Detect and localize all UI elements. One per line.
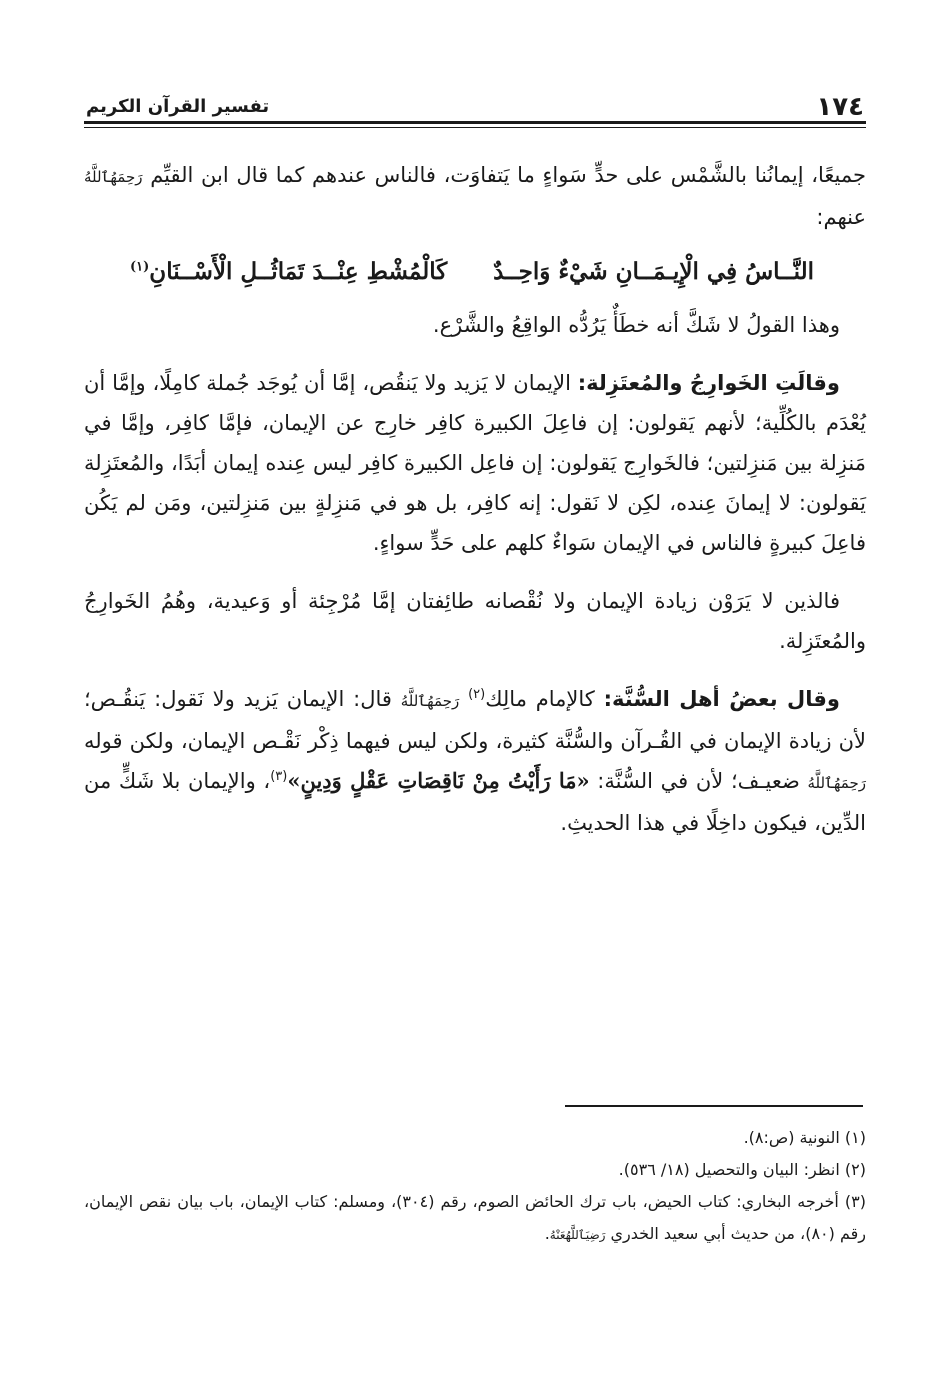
- honorific: رَضِيَٱللَّهُعَنْهُ: [549, 1228, 606, 1242]
- verse-second-hemistich-wrap: [130, 243, 447, 301]
- footnote-2: (٢) انظر: البيان والتحصيل (١٨/ ٥٣٦).: [618, 1160, 866, 1179]
- paragraph-4: فالذين لا يَرَوْن زيادة الإيمان ولا نُقْصانه طائِفتان إمَّا مُرْجِئة أو وَعيدية، وهُمُ الخَوارِجُ والمُعتَزِلة.: [84, 589, 866, 653]
- header-rule: [84, 121, 866, 124]
- paragraph-5-text-a: كالإمام مالِك: [485, 687, 595, 711]
- verse-first-hemistich: النَّــاسُ فِي الْإِيـمَــانِ شَيْءٌ وَاحِــدٌ: [493, 258, 814, 285]
- paragraph-3-lead: وقالَتِ الخَوارِجُ والمُعتَزِلة:: [577, 371, 840, 395]
- main-text: [84, 155, 866, 843]
- footnote-separator: [565, 1105, 863, 1107]
- footnote-3: [84, 1186, 866, 1251]
- footnotes: [84, 1122, 866, 1251]
- paragraph-5-lead: وقال بعضُ أهل السُّنَّة:: [603, 687, 840, 711]
- paragraph-2: وهذا القولُ لا شَكَّ أنه خطَأٌ يَرُدُّه الواقِعُ والشَّرْع.: [432, 313, 840, 337]
- footnote-3-text: (٣) أخرجه البخاري: كتاب الحيض، باب ترك الحائض الصوم، رقم (٣٠٤)، ومسلم: كتاب الإيمان، باب بيان نقص الإيمان، رقم (٨٠)، من حديث أبي سعيد الخدري: [84, 1192, 866, 1243]
- honorific: رَحِمَهُٱللَّهُ: [400, 692, 460, 710]
- footnote-ref-2: (٢): [468, 687, 486, 702]
- paragraph-3: [84, 363, 866, 563]
- page-number: ١٧٤: [816, 92, 864, 122]
- poetry-verse: [84, 243, 866, 301]
- honorific: رَحِمَهُٱللَّهُ: [84, 168, 143, 186]
- footnote-ref-3: (٣): [270, 769, 288, 784]
- running-title: تفسير القرآن الكريم: [86, 96, 270, 117]
- footnote-3-end: .: [544, 1224, 550, 1243]
- paragraph-3-text: الإيمان لا يَزيد ولا يَنقُص، إمَّا أن يُوجَد جُملة كامِلًا، وإمَّا أن يُعْدَم بالكُلِّية؛ لأنهم يَقولون: إن فاعِلَ الكبيرة كافِر خارِج عن الإيمان، فإمَّا كافِر، وإمَّا في مَنزِلة بين مَنزِلتين؛ فالخَوارِج يَقولون: إن فاعِل الكبيرة كافِر ليس عِنده إيمان أبَدًا، والمُعتَزِلة يَقولون: لا إيمانَ عِنده، لكِن لا نَقول: إنه كافِر، بل هو في مَنزِلةٍ بين مَنزِلتين، ومَن لم يَكُن فاعِلَ كبيرةٍ فالناس في الإيمان سَواءٌ كلهم على حَدٍّ سواءٍ.: [84, 371, 866, 555]
- hadith-quote: «مَا رَأَيْتُ مِنْ نَاقِصَاتِ عَقْلٍ وَدِينٍ»: [287, 768, 590, 793]
- paragraph-1: [84, 155, 866, 237]
- verse-second-hemistich: كَالْمُشْطِ عِنْــدَ تَمَاثُــلِ الْأَسْــنَانِ: [149, 258, 448, 285]
- paragraph-1-text: جميعًا، إيمانُنا بالشَّمْس على حدٍّ سَواءٍ ما يَتفاوَت، فالناس عندهم كما قال ابن القيِّم: [150, 163, 866, 187]
- paragraph-5-text-d: ، والإيمان بلا شَكٍّ من الدِّين، فيكون داخِلًا في هذا الحديثِ.: [84, 769, 866, 835]
- footnote-1: (١) النونية (ص:٨).: [743, 1128, 866, 1147]
- paragraph-5-text-b: قال: الإيمان يَزيد ولا نَقول: يَنقُـص؛ لأن زيادة الإيمان في القُـرآن والسُّنَّة كثيرة، ولكن ليس فيهما ذِكْر نَقْـص الإيمان، ولكن قوله: [84, 687, 866, 753]
- footnote-ref-1: (١): [130, 259, 150, 275]
- page-header: [86, 82, 864, 122]
- paragraph-5-text-c: ضعيـف؛ لأن في السُّنَّة:: [597, 769, 800, 793]
- honorific: رَحِمَهُٱللَّهُ: [807, 774, 866, 792]
- header-rule-thin: [84, 127, 866, 128]
- paragraph-1-tail: عنهم:: [816, 205, 866, 229]
- paragraph-5: [84, 679, 866, 843]
